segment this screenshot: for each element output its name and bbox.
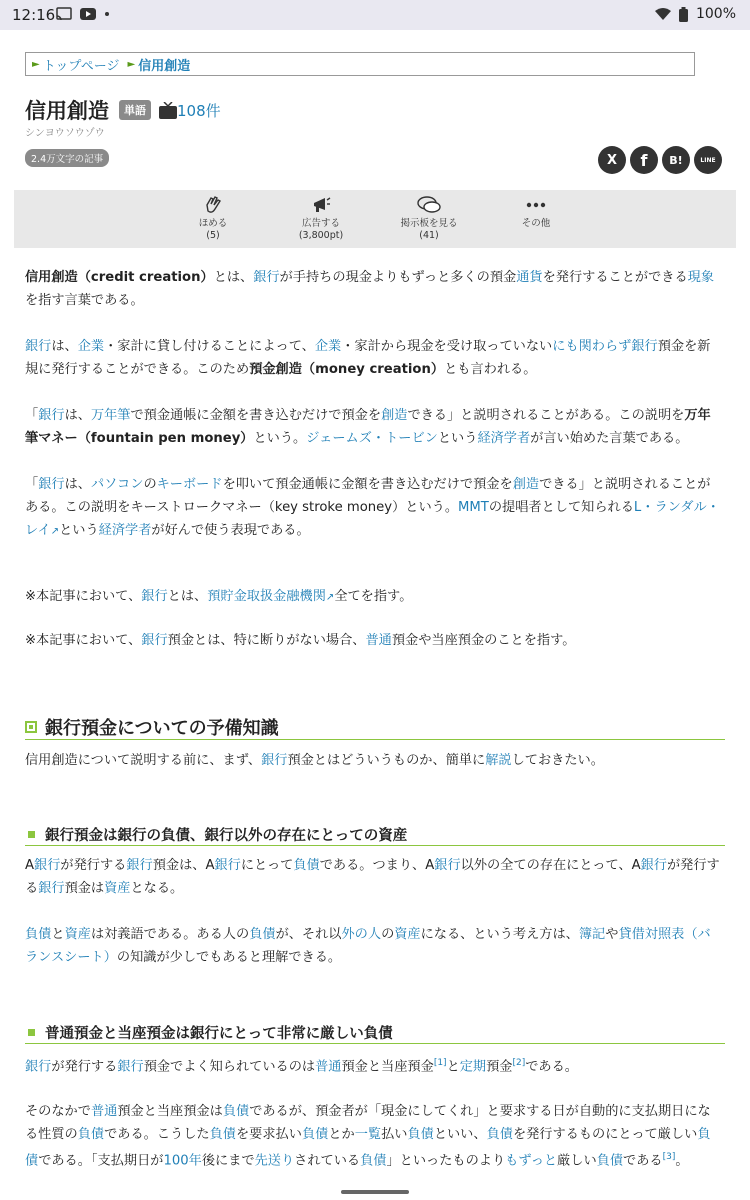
article-link[interactable]: 銀行 [434, 858, 461, 873]
youtube-icon [80, 8, 96, 20]
article-link[interactable]: 経済学者 [98, 523, 152, 538]
paragraph-fountain-pen [25, 404, 722, 450]
text-run: が、それ以 [275, 927, 342, 942]
board-count: (41) [419, 230, 439, 241]
text-run: とは、 [167, 589, 208, 604]
heading-bullet-icon [28, 1029, 35, 1036]
text-run: は、 [64, 477, 91, 492]
article-link[interactable]: 負債 [301, 1127, 329, 1143]
text-run: は対義語である。ある人の [90, 927, 250, 942]
article-link[interactable]: MMT [458, 500, 489, 515]
reading: シンヨウソウゾウ [25, 128, 105, 139]
article-link[interactable]: 企業 [314, 339, 342, 354]
article-link[interactable]: 一覧 [354, 1127, 382, 1143]
tv-count-label: 108件 [177, 101, 221, 120]
share-hatena-button[interactable] [662, 146, 690, 174]
article-link[interactable]: もずっと [505, 1153, 558, 1169]
clap-icon [203, 195, 223, 215]
x-icon: X [606, 152, 618, 168]
text-run: ・家計から現金を受け取っていない [341, 339, 553, 354]
text-run: を指す言葉である。 [25, 293, 144, 308]
paragraph-intro [25, 266, 722, 312]
subsection-liability-asset [25, 854, 722, 969]
text-run: 。 [675, 1153, 689, 1169]
text-run: 万年筆マネー（fountain pen money） [25, 408, 711, 446]
breadcrumb-home[interactable]: トップページ [42, 58, 120, 74]
status-system [655, 6, 736, 22]
article-link[interactable]: 銀行 [25, 339, 52, 354]
text-run: と [51, 927, 65, 942]
text-run: を発行することができる [542, 270, 688, 285]
article-link[interactable]: 簿記 [578, 927, 606, 942]
article-link[interactable]: 銀行 [25, 1059, 52, 1075]
praise-label: ほめる [198, 218, 228, 229]
text-run: 「 [25, 408, 39, 423]
subsection-heading-strict-liability: 普通預金と当座預金は銀行にとって非常に厳しい負債 [25, 1022, 725, 1044]
text-run: とは、 [213, 270, 254, 285]
article-link[interactable]: 普通 [90, 1104, 118, 1120]
article-link[interactable]: 資産 [104, 881, 131, 896]
article-link[interactable]: 資産 [64, 927, 91, 942]
article-link[interactable]: 経済学者 [477, 431, 531, 446]
article-link[interactable]: 解説 [485, 753, 512, 768]
footnote-2[interactable]: [2] [512, 1058, 526, 1068]
article-link[interactable]: 普通 [365, 633, 392, 648]
text-run: であるが、預金者が「現金にしてくれ」と要求する日が自動的に支払期日になる性質の [25, 1104, 711, 1143]
text-run: 預金と当座預金 [341, 1059, 434, 1075]
praise-count: (5) [206, 230, 220, 241]
article-link[interactable]: 銀行 [38, 408, 65, 423]
external-link-icon: ↗ [325, 592, 335, 603]
text-run: である [623, 1153, 663, 1169]
text-run: で預金通帳に金額を書き込むだけで預金を [130, 408, 382, 423]
chat-bubbles-icon [417, 195, 441, 215]
more-label: その他 [521, 218, 551, 229]
article-link[interactable]: 普通 [315, 1059, 342, 1075]
article-link[interactable]: 負債 [222, 1104, 250, 1120]
text-run: 預金創造（money creation） [249, 362, 445, 377]
article-link[interactable]: 100年 [163, 1153, 202, 1169]
text-run: という。 [253, 431, 307, 446]
article-link[interactable]: 銀行 [117, 1059, 144, 1075]
article-link[interactable]: ジェームズ・トービン [306, 431, 438, 446]
tv-icon [159, 102, 177, 119]
article-link[interactable]: 負債 [77, 1127, 105, 1143]
text-run: が発行する [51, 1059, 118, 1075]
text-run: が言い始めた言葉である。 [530, 431, 689, 446]
text-run: や [605, 927, 619, 942]
size-badge: 2.4万文字の記事 [25, 149, 109, 167]
article-link[interactable]: 銀行 [631, 339, 658, 354]
status-bar [0, 0, 750, 30]
text-run: 預金は、A [152, 858, 215, 873]
advertise-points: (3,800pt) [298, 230, 344, 241]
text-run: 預金を新規に発行することができる。このため [25, 339, 711, 377]
text-run: とか [328, 1127, 355, 1143]
article-link[interactable]: 負債 [596, 1153, 624, 1169]
text-run: 預金 [486, 1059, 513, 1075]
home-indicator[interactable] [341, 1190, 409, 1194]
text-run: 預金とはどういうものか、簡単に [287, 753, 486, 768]
article-link[interactable]: 創造 [381, 408, 408, 423]
status-time: 12:16 [12, 6, 56, 24]
text-run: を発行するものにとって厳しい [512, 1127, 698, 1143]
breadcrumb [25, 52, 695, 76]
article-header [25, 96, 221, 124]
article-link[interactable]: にも関わらず [552, 339, 632, 354]
text-run: できる」と説明されることがある。この説明を [407, 408, 685, 423]
article-link[interactable]: 負債 [407, 1127, 434, 1143]
footnote-3[interactable]: [3] [662, 1152, 676, 1163]
cast-icon [56, 7, 72, 21]
status-notifications [56, 7, 110, 21]
page-title: 信用創造 [25, 99, 109, 123]
article-link[interactable]: 負債 [209, 1127, 236, 1143]
text-run: 払い [381, 1127, 408, 1143]
article-link[interactable]: 企業 [77, 339, 105, 354]
link-bank[interactable]: 銀行 [253, 270, 280, 285]
text-run: そのなかで [25, 1104, 91, 1120]
article-link[interactable]: 負債 [293, 858, 320, 873]
article-link[interactable]: 銀行 [640, 858, 667, 873]
article-link[interactable]: 負債 [25, 1127, 711, 1169]
battery-level: 100% [695, 6, 736, 22]
text-run: の知識が少しでもあると理解できる。 [116, 950, 342, 965]
article-link[interactable]: 銀行 [38, 881, 65, 896]
text-run: にとって [240, 858, 294, 873]
text-run: である。 [525, 1059, 578, 1075]
article-link[interactable]: 万年筆 [90, 408, 131, 423]
text-run: が好んで使う表現である。 [151, 523, 310, 538]
battery-icon [679, 7, 688, 22]
paragraph-money-creation [25, 335, 722, 381]
facebook-icon: f [640, 150, 648, 170]
more-dots-icon [526, 202, 546, 208]
praise-button[interactable] [168, 194, 258, 242]
megaphone-icon [311, 195, 331, 215]
note-bank-definition [25, 585, 722, 609]
section-intro [25, 749, 722, 772]
text-run: 預金や当座預金のことを指す。 [391, 633, 576, 648]
text-run: を叩いて預金通帳に金額を書き込むだけで預金を [222, 477, 513, 492]
text-run: が発行する [60, 858, 127, 873]
article-link[interactable]: 外の人 [341, 927, 382, 942]
more-button[interactable] [491, 194, 581, 230]
text-run: は、 [64, 408, 91, 423]
text-run: を要求払い [236, 1127, 302, 1143]
breadcrumb-current[interactable]: 信用創造 [138, 58, 191, 74]
article-link[interactable]: L・ランダル・レイ [25, 500, 720, 538]
text-run: 「 [25, 477, 39, 492]
type-badge: 単語 [119, 100, 151, 120]
text-run: 信用創造（credit creation） [25, 270, 214, 285]
article-link[interactable]: パソコン [90, 477, 144, 492]
article-link[interactable]: キーボード [156, 477, 223, 492]
text-run: になる、という考え方は、 [420, 927, 579, 942]
text-run: できる」と説明されることがある。この説明をキーストロークマネー（key stroke money）という。 [25, 477, 711, 515]
text-run: という [59, 523, 99, 538]
text-run: A [25, 858, 35, 873]
article-link[interactable]: 負債 [486, 1127, 513, 1143]
text-run: 」といったものより [386, 1153, 506, 1169]
text-run: 預金でよく知られているのは [143, 1059, 316, 1075]
link-phenomenon[interactable]: 現象 [687, 270, 715, 285]
share-line-button[interactable] [694, 146, 722, 174]
text-run: 厳しい [557, 1153, 597, 1169]
text-run: 預金と当座預金は [117, 1104, 223, 1120]
article-link[interactable]: 銀行 [34, 858, 61, 873]
external-link-icon: ↗ [50, 526, 60, 537]
article-link[interactable]: 預貯金取扱金融機関 [207, 589, 326, 604]
article-link[interactable]: 銀行 [214, 858, 241, 873]
text-run: という [437, 431, 478, 446]
text-run: である。「支払期日が [38, 1153, 164, 1169]
board-label: 掲示板を見る [400, 218, 458, 229]
advertise-label: 広告する [301, 218, 340, 229]
text-run: 後にまで [201, 1153, 255, 1169]
chevron-right-icon: ► [127, 58, 136, 70]
text-run: は、 [51, 339, 78, 354]
advertise-button[interactable] [276, 194, 366, 242]
text-run: 全てを指す。 [334, 589, 413, 604]
link-currency[interactable]: 通貨 [516, 270, 543, 285]
hatena-icon: B! [669, 153, 683, 167]
text-run: が発行する [25, 858, 720, 896]
text-run: ※本記事において、 [25, 633, 142, 648]
tv-count-link[interactable] [159, 100, 221, 121]
heading-square-icon [25, 721, 37, 733]
text-run: されている [294, 1153, 361, 1169]
wifi-icon [655, 8, 671, 20]
text-run: と [446, 1059, 460, 1075]
chevron-right-icon: ► [32, 58, 40, 70]
article-link[interactable]: 負債 [25, 927, 52, 942]
paragraph-keystroke [25, 473, 722, 543]
text-run: 預金は [64, 881, 105, 896]
article-link[interactable]: 銀行 [141, 589, 168, 604]
footnote-1[interactable]: [1] [433, 1058, 447, 1068]
text-run: ・家計に貸し付けることによって、 [104, 339, 315, 354]
text-run: の提唱者として知られる [488, 500, 634, 515]
text-run: 信用創造について説明する前に、まず、 [25, 753, 262, 768]
text-run: の [381, 927, 395, 942]
text-run: ※本記事において、 [25, 589, 142, 604]
article-body [25, 266, 722, 652]
section-heading-deposit-basics: 銀行預金についての予備知識 [25, 714, 725, 740]
article-link[interactable]: 先送り [254, 1153, 295, 1169]
text-run: が手持ちの現金よりもずっと多くの預金 [279, 270, 517, 285]
article-link[interactable]: 銀行 [126, 858, 153, 873]
text-run: 預金とは、特に断りがない場合、 [167, 633, 366, 648]
article-link[interactable]: 負債 [360, 1153, 387, 1169]
note-deposit-definition [25, 629, 722, 652]
board-button[interactable] [384, 194, 474, 242]
subsection-strict-liability [25, 1052, 722, 1173]
article-link[interactable]: 銀行 [141, 633, 168, 648]
line-icon: LINE [700, 156, 716, 164]
share-facebook-button[interactable] [630, 146, 658, 174]
text-run: しておきたい。 [511, 753, 604, 768]
action-bar [14, 190, 736, 248]
share-x-button[interactable] [598, 146, 626, 174]
article-link[interactable]: 貸借対照表（バランスシート） [25, 927, 711, 965]
text-run: となる。 [130, 881, 184, 896]
text-run: の [143, 477, 157, 492]
text-run: といい、 [433, 1127, 487, 1143]
heading-bullet-icon [28, 831, 35, 838]
dot-icon [104, 11, 110, 17]
article-link[interactable]: 銀行 [261, 753, 288, 768]
article-link[interactable]: 負債 [249, 927, 276, 942]
text-run: 以外の全ての存在にとって、A [460, 858, 641, 873]
article-link[interactable]: 創造 [512, 477, 540, 492]
text-run: である。つまり、A [319, 858, 435, 873]
text-run: とも言われる。 [444, 362, 537, 377]
article-link[interactable]: 定期 [459, 1059, 487, 1075]
article-link[interactable]: 銀行 [38, 477, 65, 492]
subsection-heading-liability-asset: 銀行預金は銀行の負債、銀行以外の存在にとっての資産 [25, 824, 725, 846]
text-run: である。こうした [104, 1127, 210, 1143]
article-link[interactable]: 資産 [394, 927, 421, 942]
